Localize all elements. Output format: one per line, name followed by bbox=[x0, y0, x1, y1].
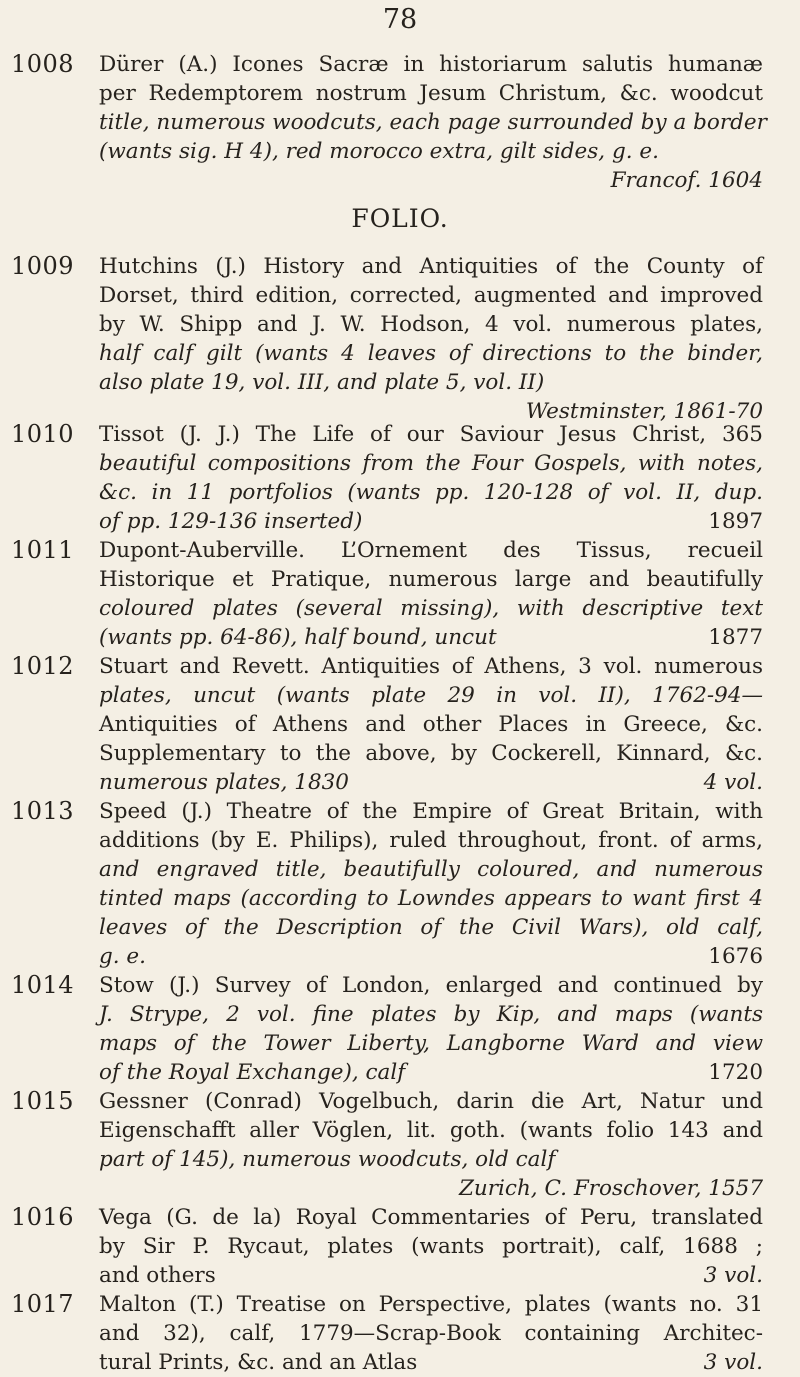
lot-line: Zurich, C. Froschover, 1557 bbox=[458, 1176, 763, 1201]
lot-description bbox=[99, 1203, 763, 1290]
lot-line: Francof. 1604 bbox=[610, 168, 763, 193]
lot-line-row bbox=[99, 768, 763, 797]
lot-number: 1015 bbox=[11, 1087, 75, 1115]
lot-line: tural Prints, &c. and an Atlas bbox=[99, 1350, 418, 1375]
lot-description bbox=[99, 50, 767, 195]
lot-description bbox=[99, 971, 763, 1087]
lot-line: Tissot (J. J.) The Life of our Saviour Jesus Christ, 365 bbox=[99, 422, 763, 447]
lot-line: Eigenschafft aller Vöglen, lit. goth. (wants folio 143 and bbox=[99, 1118, 763, 1143]
lot-description bbox=[99, 252, 763, 426]
lot-line: of pp. 129-136 inserted) bbox=[99, 509, 363, 534]
lot-line-row bbox=[99, 1348, 763, 1377]
lot-line-row bbox=[99, 507, 763, 536]
lot-number: 1008 bbox=[11, 50, 75, 78]
lot-description bbox=[99, 797, 763, 971]
lot-line: Westminster, 1861-70 bbox=[525, 399, 763, 424]
lot-line: Stow (J.) Survey of London, enlarged and continued by bbox=[99, 973, 763, 998]
lot-volumes: 3 vol. bbox=[703, 1263, 763, 1288]
lot-description bbox=[99, 1087, 763, 1203]
lot-date: 1897 bbox=[708, 509, 763, 534]
lot-date: 1720 bbox=[708, 1060, 763, 1085]
lot-number: 1009 bbox=[11, 252, 75, 280]
lot-line-row bbox=[99, 1058, 763, 1087]
lot-number: 1013 bbox=[11, 797, 75, 825]
lot-line: coloured plates (several missing), with descriptive text bbox=[99, 596, 763, 621]
lot-line: Historique et Pratique, numerous large and beautifully bbox=[99, 567, 763, 592]
lot-line: by Sir P. Rycaut, plates (wants portrait), calf, 1688 ; bbox=[99, 1234, 763, 1259]
lot-line-row bbox=[99, 942, 763, 971]
lot-line: numerous plates, 1830 bbox=[99, 770, 349, 795]
lot-number: 1012 bbox=[11, 652, 75, 680]
lot-line: Malton (T.) Treatise on Perspective, plates (wants no. 31 bbox=[99, 1292, 763, 1317]
lot-number: 1010 bbox=[11, 420, 75, 448]
lot-line: by W. Shipp and J. W. Hodson, 4 vol. numerous plates, bbox=[99, 312, 763, 337]
lot-line: Speed (J.) Theatre of the Empire of Great Britain, with bbox=[99, 799, 763, 824]
lot-line: and engraved title, beautifully coloured, and numerous bbox=[99, 857, 763, 882]
lot-line: (wants sig. H 4), red morocco extra, gilt sides, g. e. bbox=[99, 139, 659, 164]
lot-number: 1014 bbox=[11, 971, 75, 999]
lot-line: Hutchins (J.) History and Antiquities of the County of bbox=[99, 254, 763, 279]
lot-line: and others bbox=[99, 1263, 216, 1288]
lot-line-row bbox=[99, 1261, 763, 1290]
lot-line: Supplementary to the above, by Cockerell, Kinnard, &c. bbox=[99, 741, 763, 766]
lot-line: beautiful compositions from the Four Gospels, with notes, bbox=[99, 451, 763, 476]
lot-description bbox=[99, 652, 763, 797]
lot-line: Vega (G. de la) Royal Commentaries of Peru, translated bbox=[99, 1205, 763, 1230]
lot-line-row bbox=[99, 623, 763, 652]
lot-line: tinted maps (according to Lowndes appears to want first 4 bbox=[99, 886, 763, 911]
lot-line: half calf gilt (wants 4 leaves of directions to the binder, bbox=[99, 341, 763, 366]
lot-date: 1877 bbox=[708, 625, 763, 650]
lot-line: Stuart and Revett. Antiquities of Athens, 3 vol. numerous bbox=[99, 654, 763, 679]
lot-line: title, numerous woodcuts, each page surrounded by a border bbox=[99, 110, 767, 135]
lot-number: 1016 bbox=[11, 1203, 75, 1231]
lot-description bbox=[99, 420, 763, 536]
lot-line: additions (by E. Philips), ruled throughout, front. of arms, bbox=[99, 828, 763, 853]
lot-line: maps of the Tower Liberty, Langborne Ward and view bbox=[99, 1031, 763, 1056]
page-number: 78 bbox=[382, 4, 418, 35]
lot-description bbox=[99, 536, 763, 652]
lot-line: g. e. bbox=[99, 944, 146, 969]
lot-line: per Redemptorem nostrum Jesum Christum, &c. woodcut bbox=[99, 81, 763, 106]
lot-date: 1676 bbox=[708, 944, 763, 969]
lot-line: Dorset, third edition, corrected, augmented and improved bbox=[99, 283, 763, 308]
lot-description bbox=[99, 1290, 763, 1377]
lot-line: plates, uncut (wants plate 29 in vol. II), 1762-94— bbox=[99, 683, 763, 708]
lot-line: leaves of the Description of the Civil Wars), old calf, bbox=[99, 915, 763, 940]
section-heading: FOLIO. bbox=[351, 204, 449, 233]
lot-line: of the Royal Exchange), calf bbox=[99, 1060, 406, 1085]
lot-volumes: 4 vol. bbox=[703, 770, 763, 795]
lot-number: 1011 bbox=[11, 536, 75, 564]
lot-line: J. Strype, 2 vol. fine plates by Kip, and maps (wants bbox=[99, 1002, 763, 1027]
lot-line: and 32), calf, 1779—Scrap-Book containing Architec- bbox=[99, 1321, 763, 1346]
lot-line: (wants pp. 64-86), half bound, uncut bbox=[99, 625, 497, 650]
lot-line: Antiquities of Athens and other Places in Greece, &c. bbox=[99, 712, 763, 737]
lot-line: Dupont-Auberville. L’Ornement des Tissus, recueil bbox=[99, 538, 763, 563]
lot-volumes: 3 vol. bbox=[703, 1350, 763, 1375]
lot-line: Gessner (Conrad) Vogelbuch, darin die Art, Natur und bbox=[99, 1089, 763, 1114]
lot-line: also plate 19, vol. III, and plate 5, vol. II) bbox=[99, 370, 545, 395]
lot-line: &c. in 11 portfolios (wants pp. 120-128 of vol. II, dup. bbox=[99, 480, 763, 505]
lot-line: Dürer (A.) Icones Sacræ in historiarum salutis humanæ bbox=[99, 52, 763, 77]
lot-number: 1017 bbox=[11, 1290, 75, 1318]
lot-line: part of 145), numerous woodcuts, old calf bbox=[99, 1147, 556, 1172]
